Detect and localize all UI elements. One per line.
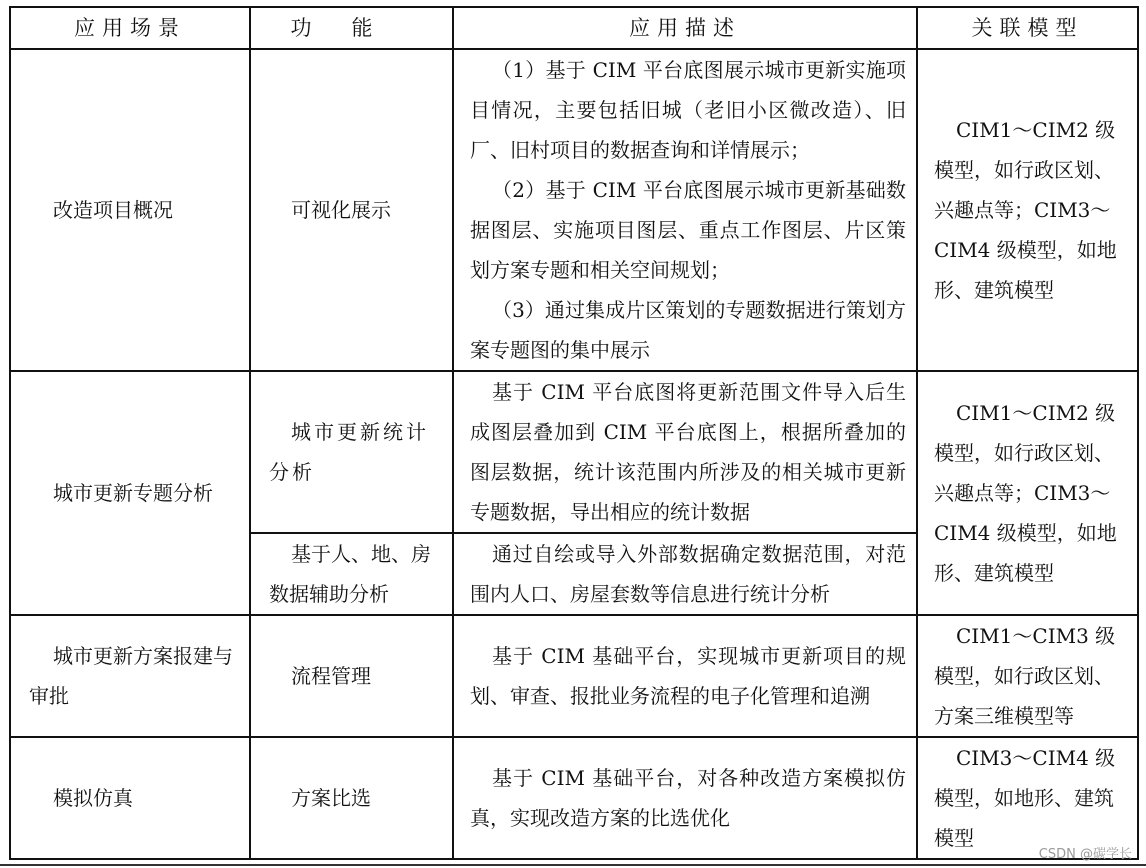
scene-cell <box>10 737 250 859</box>
table-row <box>10 615 1138 737</box>
scene-cell <box>10 49 250 371</box>
model-cell <box>917 615 1138 737</box>
function-text: 基于人、地、房数据辅助分析 <box>269 542 431 606</box>
model-cell <box>917 737 1138 859</box>
description-item: 基于 CIM 基础平台，实现城市更新项目的规划、审查、报批业务流程的电子化管理和追溯 <box>470 644 906 708</box>
model-text: CIM3～CIM4 级模型，如地形、建筑模型 <box>934 746 1116 850</box>
table-row <box>10 49 1138 371</box>
description-cell <box>453 737 917 859</box>
header-scene: 应用场景 <box>10 7 250 49</box>
scene-text: 城市更新专题分析 <box>53 481 213 505</box>
function-text: 流程管理 <box>291 664 371 688</box>
model-text: CIM1～CIM3 级模型，如行政区划、方案三维模型等 <box>934 624 1116 728</box>
scene-text: 城市更新方案报建与审批 <box>29 644 233 708</box>
watermark: CSDN @碳学长 <box>1038 847 1132 862</box>
function-text: 可视化展示 <box>291 198 391 222</box>
description-item: 基于 CIM 基础平台，对各种改造方案模拟仿真，实现改造方案的比选优化 <box>470 766 906 830</box>
scene-text: 模拟仿真 <box>53 786 133 810</box>
function-cell <box>250 533 453 615</box>
header-function: 功能 <box>250 7 453 49</box>
description-item: 通过自绘或导入外部数据确定数据范围，对范围内人口、房屋套数等信息进行统计分析 <box>470 542 906 606</box>
scene-cell <box>10 615 250 737</box>
function-cell <box>250 737 453 859</box>
function-text: 城市更新统计分析 <box>269 420 429 484</box>
description-cell <box>453 533 917 615</box>
table-row <box>10 737 1138 859</box>
description-item: （2）基于 CIM 平台底图展示城市更新基础数据图层、实施项目图层、重点工作图层、片区策划方案专题和相关空间规划； <box>470 178 906 282</box>
function-cell <box>250 615 453 737</box>
description-item: （1）基于 CIM 平台底图展示城市更新实施项目情况，主要包括旧城（老旧小区微改造）、旧厂、旧村项目的数据查询和详情展示； <box>470 58 906 162</box>
model-cell <box>917 49 1138 371</box>
scene-cell <box>10 371 250 615</box>
description-cell <box>453 615 917 737</box>
header-row <box>10 7 1138 49</box>
bottom-rule <box>0 864 1146 866</box>
description-cell <box>453 49 917 371</box>
description-item: （3）通过集成片区策划的专题数据进行策划方案专题图的集中展示 <box>470 298 906 362</box>
function-cell <box>250 49 453 371</box>
header-model: 关联模型 <box>917 7 1138 49</box>
model-cell <box>917 371 1138 615</box>
header-description: 应用描述 <box>453 7 917 49</box>
model-text: CIM1～CIM2 级模型，如行政区划、兴趣点等；CIM3～CIM4 级模型，如地形、建筑模型 <box>934 401 1117 585</box>
description-item: 基于 CIM 平台底图将更新范围文件导入后生成图层叠加到 CIM 平台底图上，根据所叠加的图层数据，统计该范围内所涉及的相关城市更新专题数据，导出相应的统计数据 <box>470 380 906 524</box>
scene-text: 改造项目概况 <box>53 198 173 222</box>
application-table <box>9 6 1139 860</box>
function-text: 方案比选 <box>291 786 371 810</box>
table-row <box>10 371 1138 533</box>
model-text: CIM1～CIM2 级模型，如行政区划、兴趣点等；CIM3～CIM4 级模型，如地形、建筑模型 <box>934 118 1117 302</box>
function-cell <box>250 371 453 533</box>
description-cell <box>453 371 917 533</box>
